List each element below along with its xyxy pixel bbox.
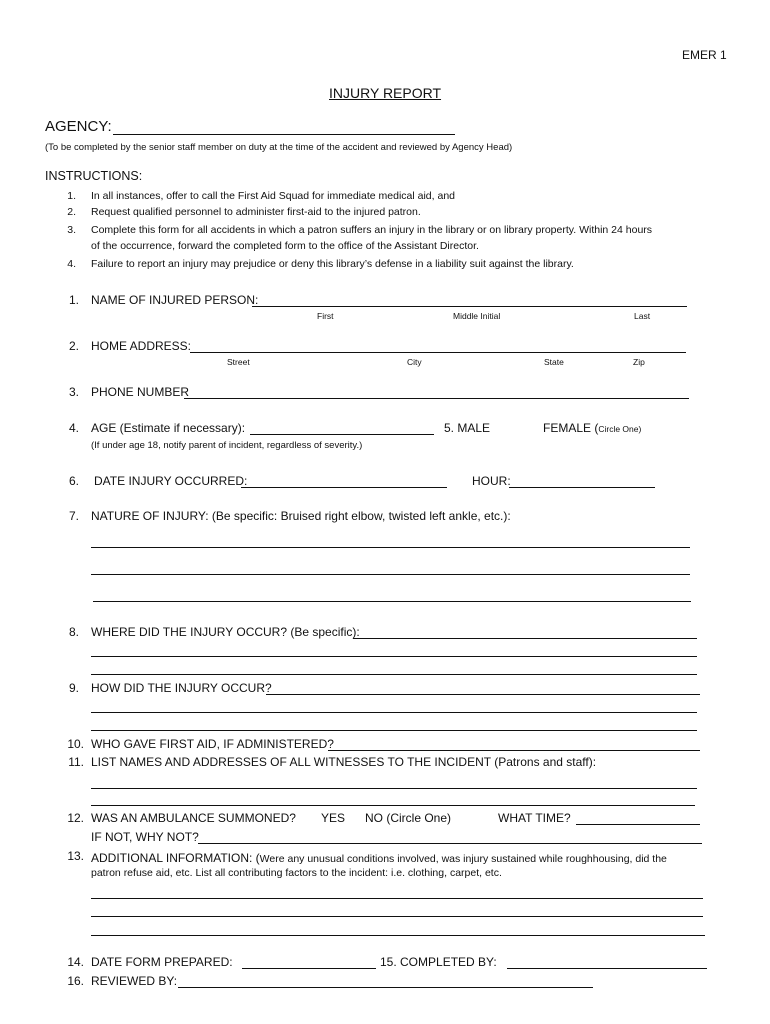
field-number: 4. xyxy=(68,421,79,435)
how-field-line[interactable] xyxy=(91,712,697,713)
instructions-title: INSTRUCTIONS: xyxy=(45,169,143,183)
name-label: NAME OF INJURED PERSON: xyxy=(91,293,259,307)
nature-field-line[interactable] xyxy=(91,574,690,575)
agency-label: AGENCY: xyxy=(45,118,112,135)
witnesses-field-line[interactable] xyxy=(91,805,695,806)
where-field-line[interactable] xyxy=(91,656,697,657)
field-number: 16. xyxy=(67,974,84,988)
field-number: 1. xyxy=(68,293,79,307)
field-number: 3. xyxy=(68,385,79,399)
witnesses-field-line[interactable] xyxy=(91,788,697,789)
field-number: 12. xyxy=(67,811,84,825)
date-prepared-label: DATE FORM PREPARED: xyxy=(91,955,233,969)
name-sub-last: Last xyxy=(634,311,651,321)
address-sub-city: City xyxy=(407,357,422,367)
phone-field[interactable] xyxy=(184,398,689,399)
additional-info-text: patron refuse aid, etc. List all contributing factors to the incident: i.e. clothing, carpet, etc. xyxy=(91,867,502,879)
where-label: WHERE DID THE INJURY OCCUR? (Be specific): xyxy=(91,625,360,639)
reviewed-by-field[interactable] xyxy=(178,987,593,988)
additional-info-line[interactable] xyxy=(91,935,705,936)
age-field[interactable] xyxy=(250,434,434,435)
why-not-label: IF NOT, WHY NOT? xyxy=(91,830,199,844)
agency-field[interactable] xyxy=(113,134,455,135)
field-number: 2. xyxy=(68,339,79,353)
field-number: 11. xyxy=(68,755,84,769)
page-title: INJURY REPORT xyxy=(329,85,442,101)
name-sub-middle: Middle Initial xyxy=(453,311,501,321)
field-number: 14. xyxy=(67,955,84,969)
age-label: AGE (Estimate if necessary): xyxy=(91,421,246,435)
completed-by-field[interactable] xyxy=(507,968,707,969)
how-label: HOW DID THE INJURY OCCUR? xyxy=(91,681,272,695)
instruction-number: 1. xyxy=(67,190,76,202)
why-not-field[interactable] xyxy=(198,843,702,844)
address-sub-street: Street xyxy=(227,357,250,367)
how-field-line[interactable] xyxy=(266,694,700,695)
additional-info-line[interactable] xyxy=(91,916,703,917)
instruction-item: Failure to report an injury may prejudice or deny this library’s defense in a liability suit against the library. xyxy=(91,258,574,270)
instruction-number: 2. xyxy=(67,206,76,218)
additional-info-label: ADDITIONAL INFORMATION: (Were any unusual conditions involved, was injury sustained while roughhousing, did the xyxy=(91,851,667,865)
male-label[interactable]: 5. MALE xyxy=(444,421,491,435)
name-sub-first: First xyxy=(317,311,334,321)
female-label[interactable]: FEMALE (Circle One) xyxy=(543,421,642,435)
phone-label: PHONE NUMBER xyxy=(91,385,190,399)
nature-field-line[interactable] xyxy=(91,547,690,548)
instruction-item: Complete this form for all accidents in which a patron suffers an injury in the library or on library property. Within 24 hours xyxy=(91,224,653,236)
additional-info-line[interactable] xyxy=(91,898,703,899)
instruction-number: 3. xyxy=(67,224,76,236)
instruction-item: Request qualified personnel to administer first-aid to the injured patron. xyxy=(91,206,421,218)
form-code: EMER 1 xyxy=(682,48,727,62)
instruction-item: In all instances, offer to call the First Aid Squad for immediate medical aid, and xyxy=(91,190,455,202)
field-number: 13. xyxy=(67,849,84,863)
field-number: 9. xyxy=(68,681,79,695)
address-field[interactable] xyxy=(190,352,686,353)
date-label: DATE INJURY OCCURRED: xyxy=(94,474,248,488)
field-number: 6. xyxy=(68,474,79,488)
where-field-line[interactable] xyxy=(91,674,697,675)
reviewed-by-label: REVIEWED BY: xyxy=(91,974,178,988)
address-label: HOME ADDRESS: xyxy=(91,339,192,353)
address-sub-state: State xyxy=(544,357,564,367)
date-prepared-field[interactable] xyxy=(242,968,376,969)
what-time-field[interactable] xyxy=(576,824,700,825)
witnesses-label: LIST NAMES AND ADDRESSES OF ALL WITNESSES TO THE INCIDENT (Patrons and staff): xyxy=(91,755,597,769)
where-field-line[interactable] xyxy=(353,638,697,639)
address-sub-zip: Zip xyxy=(633,357,645,367)
first-aid-label: WHO GAVE FIRST AID, IF ADMINISTERED? xyxy=(91,737,334,751)
how-field-line[interactable] xyxy=(91,730,697,731)
circle-one-note: Circle One) xyxy=(598,424,642,434)
what-time-label: WHAT TIME? xyxy=(498,811,571,825)
completed-by-label: 15. COMPLETED BY: xyxy=(380,955,497,969)
field-number: 10. xyxy=(67,737,84,751)
age-note: (If under age 18, notify parent of incident, regardless of severity.) xyxy=(91,440,363,451)
ambulance-yes[interactable]: YES xyxy=(321,811,346,825)
field-number: 7. xyxy=(68,509,79,523)
name-field[interactable] xyxy=(252,306,687,307)
ambulance-no[interactable]: NO (Circle One) xyxy=(365,811,452,825)
hour-field[interactable] xyxy=(509,487,655,488)
instruction-number: 4. xyxy=(67,258,76,270)
hour-label: HOUR: xyxy=(472,474,511,488)
agency-note: (To be completed by the senior staff member on duty at the time of the accident and reviewed by Agency Head) xyxy=(45,142,513,153)
ambulance-label: WAS AN AMBULANCE SUMMONED? xyxy=(91,811,296,825)
field-number: 8. xyxy=(68,625,79,639)
first-aid-field[interactable] xyxy=(328,750,700,751)
date-field[interactable] xyxy=(241,487,447,488)
nature-label: NATURE OF INJURY: (Be specific: Bruised right elbow, twisted left ankle, etc.): xyxy=(91,509,511,523)
instruction-item-continued: of the occurrence, forward the completed form to the office of the Assistant Director. xyxy=(91,240,479,252)
nature-field-line[interactable] xyxy=(93,601,691,602)
